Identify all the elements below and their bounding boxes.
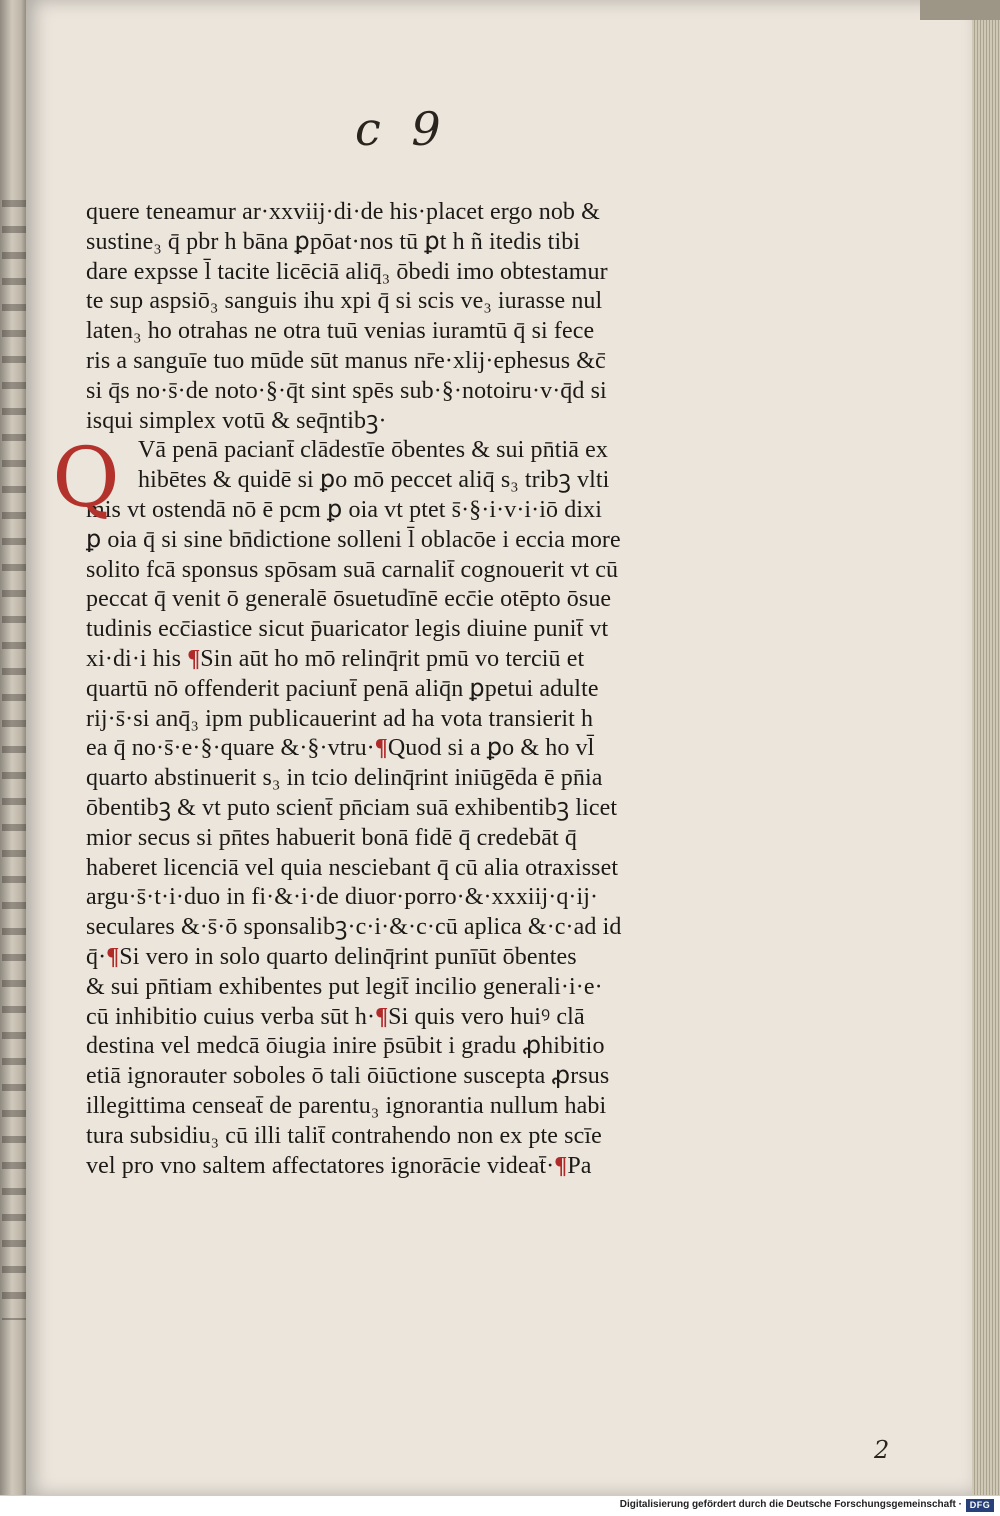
text-line: si q̄s no·s̄·de noto·§·q̄t sint spēs sub·§·notoiru·v·q̄d si xyxy=(86,377,607,404)
stacked-page-edges xyxy=(972,0,1000,1496)
text-line: isqui simplex votū & seq̄ntibꝫ· xyxy=(86,407,387,434)
text-line xyxy=(86,645,686,675)
text-segment: Pa xyxy=(567,1152,592,1179)
text-segment: Si vero in solo quarto delinq̄rint punīūt ōbentes xyxy=(119,943,577,970)
paragraph-mark: ¶ xyxy=(106,943,120,970)
text-line xyxy=(86,1003,686,1033)
text-line: solito fcā sponsus spōsam suā carnalit̄ cognouerit vt cū xyxy=(86,556,619,583)
handwritten-folio-note: c 9 xyxy=(355,102,449,156)
text-line xyxy=(86,1152,686,1182)
text-line: rij·s̄·si anq̄₃ ipm publicauerint ad ha vota transierit h xyxy=(86,705,594,732)
text-segment: vel pro vno saltem affectatores ignorācie videat̄· xyxy=(86,1152,555,1179)
text-line: argu·s̄·t·i·duo in fi·&·i·de diuor·porro·&·xxxiij·q·ij· xyxy=(86,884,599,911)
text-line: mis vt ostendā nō ē pcm ꝑ oia vt ptet s̄·§·i·v·i·iō dixi xyxy=(86,496,602,523)
text-line: ōbentibꝫ & vt puto scient̄ pn̄ciam suā exhibentibꝫ licet xyxy=(86,794,618,821)
handwritten-page-number: 2 xyxy=(874,1436,890,1464)
facing-page-text-fragment xyxy=(2,200,26,1320)
text-line: quarto abstinuerit s₃ in tcio delinq̄rint iniūgēda ē pn̄ia xyxy=(86,765,603,792)
paragraph-mark: ¶ xyxy=(375,1003,389,1030)
text-line: te sup aspsiō₃ sanguis ihu xpi q̄ si scis ve₃ iurasse nul xyxy=(86,288,603,315)
text-line: tura subsidiu₃ cū illi talit̄ contrahendo non ex pte scīe xyxy=(86,1122,602,1149)
text-block xyxy=(52,198,686,1181)
text-line: mior secus si pn̄tes habuerit bonā fidē q̄ credebāt q̄ xyxy=(86,824,577,851)
paragraph-mark: ¶ xyxy=(374,735,388,762)
text-segment: Sin aūt ho mō relinq̄rit pmū vo terciū et xyxy=(200,645,585,672)
dfg-logo: DFG xyxy=(966,1499,994,1512)
text-line: quere teneamur ar·xxviij·di·de his·placet ergo nob & xyxy=(86,199,600,225)
rubricated-initial: Q xyxy=(52,431,120,526)
paragraph-mark: ¶ xyxy=(187,645,201,672)
text-segment: Quod si a ꝑo & ho vl̄ xyxy=(387,735,595,762)
text-segment: q̄· xyxy=(86,943,107,970)
text-segment: ea q̄ no·s̄·e·§·quare &·§·vtru· xyxy=(86,735,375,762)
text-line: hibētes & quidē si ꝑo mō peccet aliq̄ s₃ tribꝫ vlti xyxy=(138,467,610,494)
text-line: peccat q̄ venit ō generalē ōsuetudīnē ecc̄ie otēpto ōsue xyxy=(86,586,612,613)
funding-credit: Digitalisierung gefördert durch die Deutsche Forschungsgemeinschaft · xyxy=(619,1499,962,1510)
text-line: illegittima censeat̄ de parentu₃ ignorantia nullum habi xyxy=(86,1092,607,1119)
text-line xyxy=(86,734,686,764)
text-line: haberet licenciā vel quia nesciebant q̄ cū alia otraxisset xyxy=(86,854,619,881)
digitization-footer xyxy=(0,1495,1000,1516)
text-line: sustine₃ q̄ pbr h bāna ꝑpōat·nos tū ꝑt h ñ itedis tibi xyxy=(86,228,581,255)
text-line: quartū nō offenderit paciunt̄ penā aliq̄n ꝑpetui adulte xyxy=(86,675,599,702)
text-segment: Si quis vero huiꝰ clā xyxy=(388,1003,585,1030)
paragraph-mark: ¶ xyxy=(554,1152,568,1179)
page-edges-top-shadow xyxy=(920,0,1000,20)
text-line: Vā penā paciant̄ clādestīe ōbentes & sui pn̄tiā ex xyxy=(138,437,608,464)
text-line: seculares &·s̄·ō sponsalibꝫ·c·i·&·c·cū aplica &·c·ad id xyxy=(86,914,622,941)
text-line: destina vel medcā ōiugia inire p̄sūbit i gradu ꝓhibitio xyxy=(86,1033,605,1060)
text-line: tudinis ecc̄iastice sicut p̄uaricator legis diuine punit̄ vt xyxy=(86,616,609,643)
text-segment: cū inhibitio cuius verba sūt h· xyxy=(86,1003,376,1030)
text-segment: xi·di·i his xyxy=(86,645,182,672)
text-line: & sui pn̄tiam exhibentes put legit̄ incilio generali·i·e· xyxy=(86,973,603,1000)
text-line: ꝑ oia q̄ si sine bn̄dictione solleni l̄ oblacōe i eccia more xyxy=(86,526,621,553)
text-line: ris a sanguīe tuo mūde sūt manus nr̄e·xlij·ephesus &c̄ xyxy=(86,347,606,374)
text-line: etiā ignorauter soboles ō tali ōiūctione suscepta ꝓrsus xyxy=(86,1063,610,1090)
text-line: laten₃ ho otrahas ne otra tuū venias iuramtū q̄ si fece xyxy=(86,318,595,345)
text-line: dare expsse l̄ tacite licēciā aliq̄₃ ōbedi imo obtestamur xyxy=(86,258,608,285)
text-line xyxy=(86,943,686,973)
